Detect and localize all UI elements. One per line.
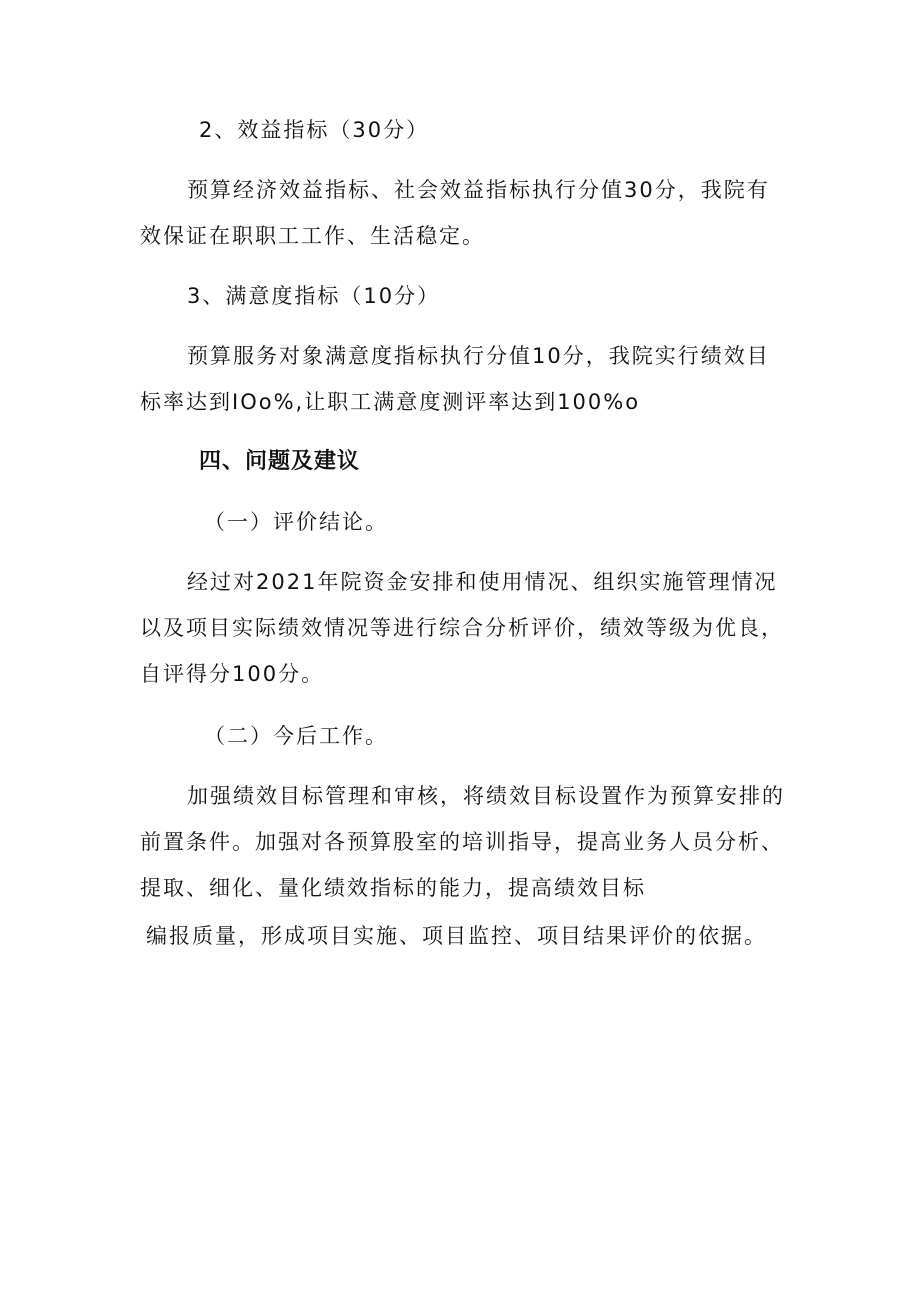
paragraph-line: 编报质量，形成项目实施、项目监控、项目结果评价的依据。	[146, 924, 767, 948]
subsection-title: （二）今后工作。	[204, 724, 388, 748]
paragraph-line: 预算服务对象满意度指标执行分值10分，我院实行绩效目	[187, 344, 770, 368]
paragraph-line: 提取、细化、量化绩效指标的能力，提高绩效目标	[140, 876, 646, 900]
paragraph-line: 前置条件。加强对各预算股室的培训指导，提高业务人员分析、	[140, 830, 784, 854]
subsection-title: 2、效益指标（30分）	[199, 118, 430, 142]
section-heading: 四、问题及建议	[199, 449, 361, 474]
paragraph-line: 经过对2021年院资金安排和使用情况、组织实施管理情况	[187, 570, 778, 594]
subsection-title: 3、满意度指标（10分）	[187, 284, 441, 308]
subsection-title: （一）评价结论。	[204, 510, 388, 534]
paragraph-line: 效保证在职职工工作、生活稳定。	[140, 224, 485, 248]
paragraph-line: 以及项目实际绩效情况等进行综合分析评价，绩效等级为优良，	[140, 616, 784, 640]
paragraph-line: 预算经济效益指标、社会效益指标执行分值30分，我院有	[187, 178, 770, 202]
paragraph-line: 标率达到IOo%,让职工满意度测评率达到100%o	[140, 390, 641, 414]
paragraph-line: 加强绩效目标管理和审核，将绩效目标设置作为预算安排的	[187, 784, 785, 808]
paragraph-line: 自评得分100分。	[140, 662, 325, 686]
